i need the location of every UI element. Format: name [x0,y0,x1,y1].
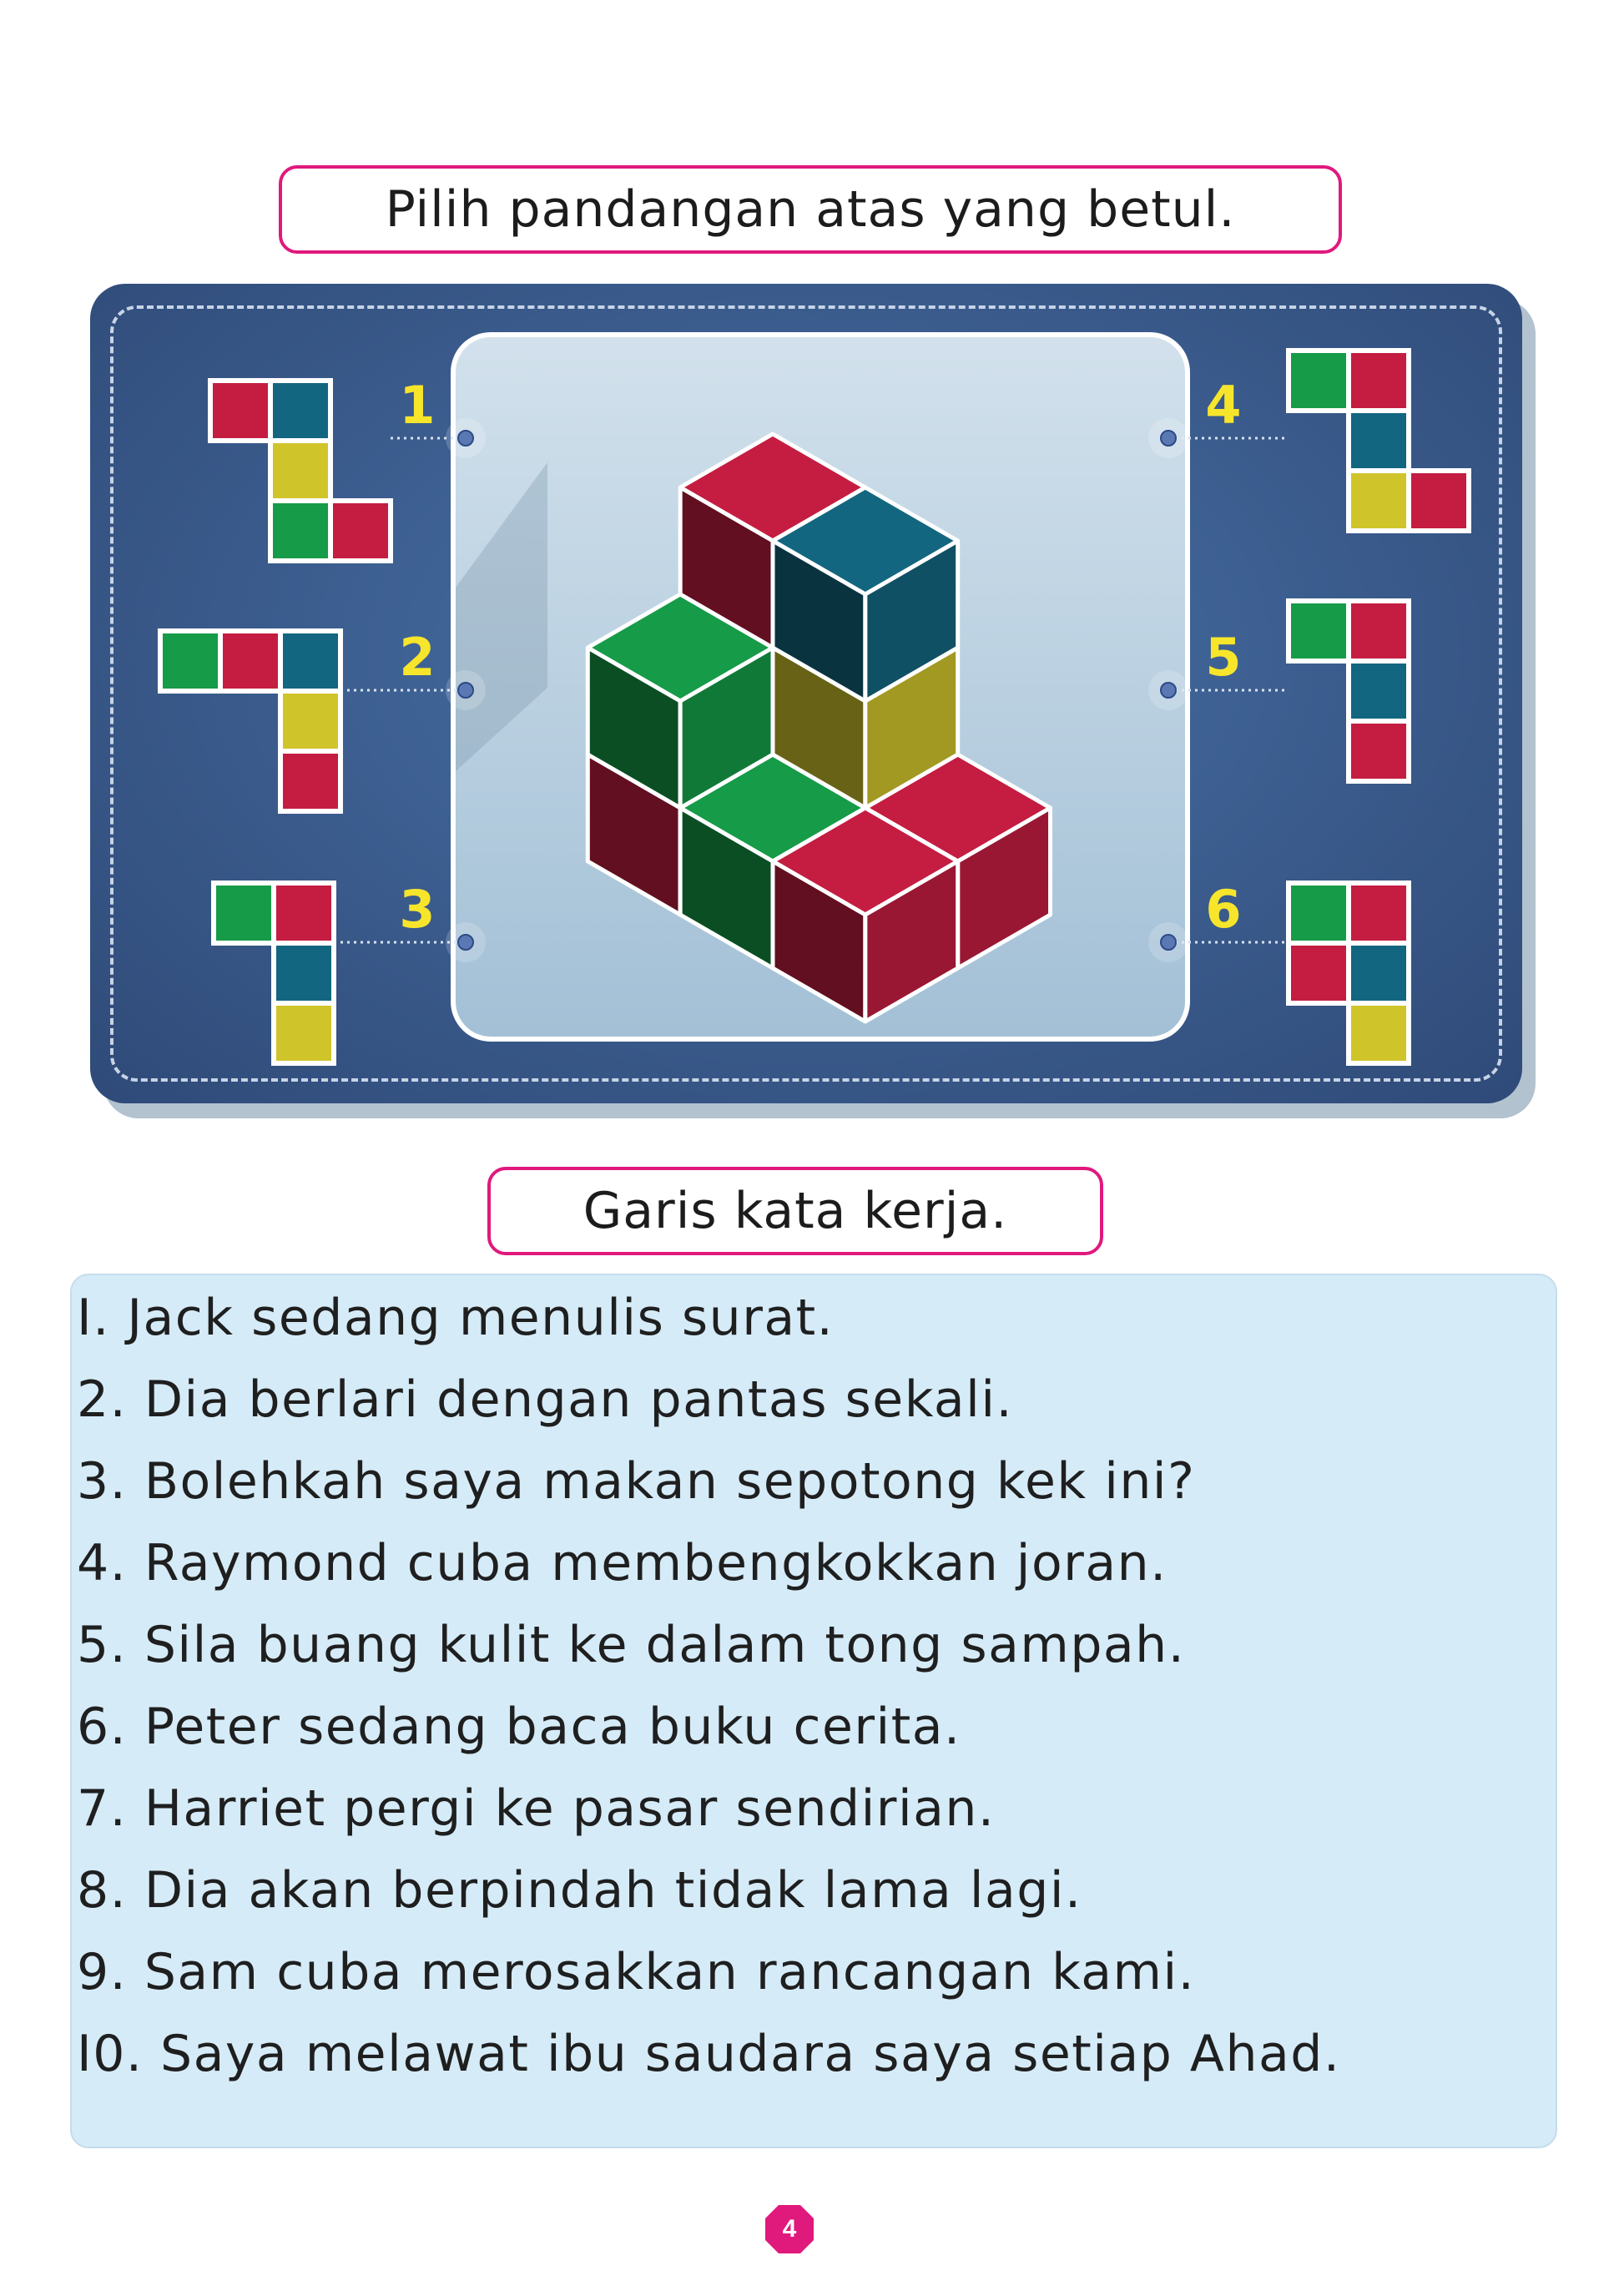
sentence-8[interactable]: 8. Dia akan berpindah tidak lama lagi. [77,1861,1082,1920]
option-3-dot [458,935,473,950]
sentence-5[interactable]: 5. Sila buang kulit ke dalam tong sampah. [77,1616,1186,1674]
sentence-1[interactable]: I. Jack sedang menulis surat. [77,1289,835,1347]
option-4-number: 4 [1205,375,1242,436]
option-3-cell [274,883,334,943]
option-1-cell [270,381,330,441]
option-2-cell [160,631,220,691]
sentence-10[interactable]: I0. Saya melawat ibu saudara saya setiap Ahad. [77,2025,1341,2083]
instruction-top-view-text: Pilih pandangan atas yang betul. [385,180,1236,239]
option-1-cell [330,501,391,561]
sentence-3[interactable]: 3. Bolehkah saya makan sepotong kek ini? [77,1452,1196,1511]
page-number: 4 [782,2215,797,2243]
option-3-cell [274,943,334,1003]
answer-options [90,284,1522,1103]
option-2-cell [280,751,340,811]
option-1-cell [210,381,270,441]
option-6-dot [1161,935,1176,950]
option-5-number: 5 [1205,627,1242,689]
sentence-4[interactable]: 4. Raymond cuba membengkokkan joran. [77,1534,1168,1592]
option-6-cell [1349,943,1409,1003]
sentence-list [70,1274,1557,2148]
option-5-cell [1289,601,1349,661]
option-2-cell [280,691,340,751]
option-2-cell [220,631,280,691]
option-4-cell [1409,471,1469,531]
option-5-cell [1349,601,1409,661]
option-1-cell [270,501,330,561]
instruction-verbs-text: Garis kata kerja. [583,1182,1008,1240]
option-1-number: 1 [399,375,436,436]
option-5-dot [1161,683,1176,698]
option-4-cell [1349,411,1409,471]
option-5-cell [1349,661,1409,721]
option-4-cell [1349,471,1409,531]
option-2-dot [458,683,473,698]
option-4-dot [1161,431,1176,446]
sentence-6[interactable]: 6. Peter sedang baca buku cerita. [77,1698,961,1756]
option-3-number: 3 [399,879,436,941]
top-view-puzzle [90,284,1522,1103]
option-6-cell [1289,883,1349,943]
option-6-cell [1349,1003,1409,1063]
page-number-badge [764,2203,815,2255]
sentence-2[interactable]: 2. Dia berlari dengan pantas sekali. [77,1370,1014,1429]
option-3-cell [274,1003,334,1063]
option-2-cell [280,631,340,691]
sentence-9[interactable]: 9. Sam cuba merosakkan rancangan kami. [77,1943,1196,2001]
instruction-verbs [487,1167,1103,1255]
option-5-cell [1349,721,1409,781]
option-4-cell [1349,351,1409,411]
instruction-top-view [279,165,1342,254]
sentence-7[interactable]: 7. Harriet pergi ke pasar sendirian. [77,1779,996,1838]
option-2-number: 2 [399,627,436,689]
option-6-number: 6 [1205,879,1242,941]
option-1-dot [458,431,473,446]
option-1-cell [270,441,330,501]
option-6-cell [1349,883,1409,943]
option-3-cell [214,883,274,943]
option-4-cell [1289,351,1349,411]
option-6-cell [1289,943,1349,1003]
